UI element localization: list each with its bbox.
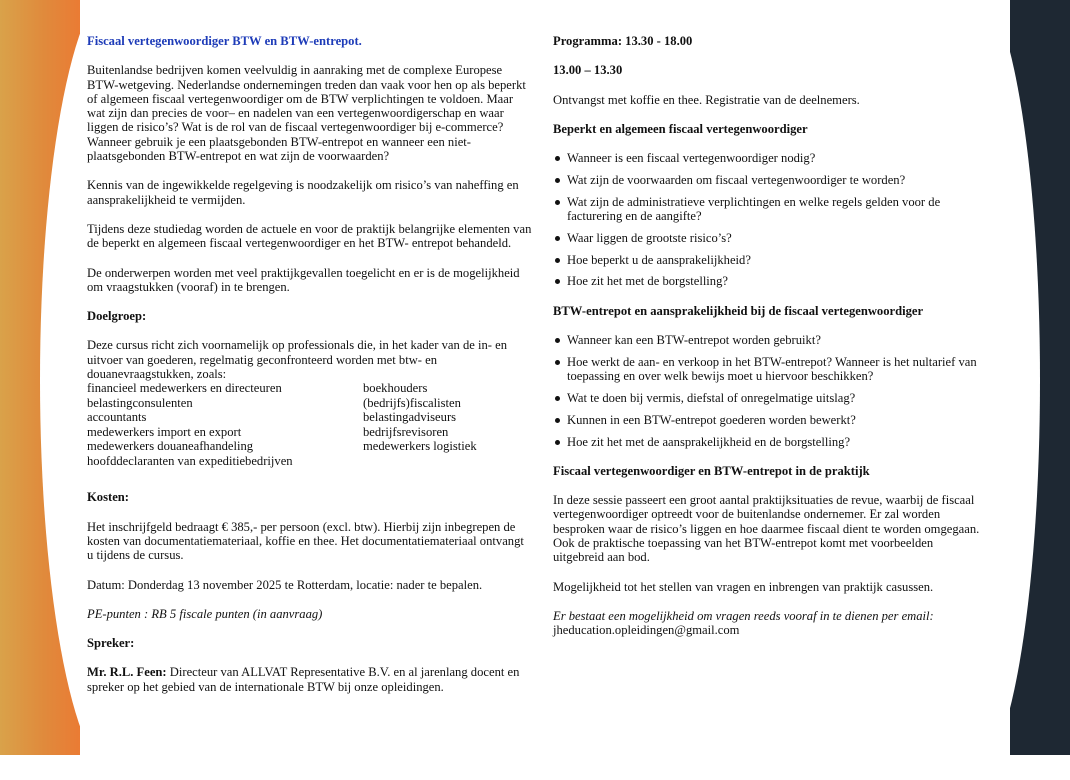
spreker-paragraph [87,665,532,694]
kennis-paragraph: Kennis van de ingewikkelde regelgeving is noodzakelijk om risico’s van naheffing en aansprakelijkheid te vermijden. [87,178,519,207]
list-item: Wat zijn de administratieve verplichtingen en welke regels gelden voor de facturering en de aangifte? [567,195,983,224]
list-item: Wat te doen bij vermis, diefstal of onregelmatige uitslag? [567,391,983,405]
doelgroep-item: hoofddeclaranten van expeditiebedrijven [87,453,293,468]
list-item: Kunnen in een BTW-entrepot goederen worden bewerkt? [567,413,983,427]
onderwerpen-paragraph: De onderwerpen worden met veel praktijkgevallen toegelicht en er is de mogelijkheid om vraagstukken (vooraf) in te brengen. [87,265,520,294]
doelgroep-item: belastingadviseurs [363,410,457,425]
section1-heading: Beperkt en algemeen fiscaal vertegenwoordiger [553,121,808,136]
pe-punten: PE-punten : RB 5 fiscale punten (in aanvraag) [87,606,323,621]
list-item: Hoe werkt de aan- en verkoop in het BTW-entrepot? Wanneer is het nultarief van toepassing en over welk bewijs moet u hiervoor beschikken? [567,355,983,384]
list-item: Hoe zit het met de borgstelling? [567,274,983,288]
section1-list [553,151,983,289]
spreker-text: Directeur van ALLVAT Representative B.V. en al jarenlang docent en spreker op het gebied van de internationale BTW bij onze opleidingen. [87,665,520,694]
list-item: Hoe beperkt u de aansprakelijkheid? [567,253,983,267]
section2-list [553,333,983,449]
doelgroep-item: medewerkers import en export [87,424,242,439]
section2-heading: BTW-entrepot en aansprakelijkheid bij de fiscaal vertegenwoordiger [553,303,924,318]
left-column [87,34,532,709]
time-slot: 13.00 – 13.30 [553,63,623,78]
doelgroep-item: medewerkers logistiek [363,439,477,454]
programma-heading: Programma: 13.30 - 18.00 [553,34,693,48]
list-item: Wanneer is een fiscaal vertegenwoordiger nodig? [567,151,983,165]
right-column [553,34,983,653]
spreker-heading: Spreker: [87,636,135,651]
ontvangst-paragraph: Ontvangst met koffie en thee. Registratie van de deelnemers. [553,92,860,107]
doelgroep-item: (bedrijfs)fiscalisten [363,395,461,410]
doelgroep-list [87,381,532,468]
datum-paragraph: Datum: Donderdag 13 november 2025 te Rotterdam, locatie: nader te bepalen. [87,577,483,592]
kosten-heading: Kosten: [87,490,129,505]
studiedag-paragraph: Tijdens deze studiedag worden de actuele en voor de praktijk belangrijke elementen van de beperkt en algemeen fiscaal vertegenwoordiger en het BTW- entrepot behandeld. [87,221,532,251]
intro-paragraph: Buitenlandse bedrijven komen veelvuldig in aanraking met de complexe Europese BTW-wetgeving. Nederlandse ondernemingen treden dan vaak voor hen op als beperkt of algemeen fiscaal vertegenwoordiger om de BTW verplichtingen te voldoen. Maar wat zijn dan precies de voor– en nadelen van een vertegenwoordigerschap en waar liggen de risico’s? Wat is de rol van de fiscaal vertegenwoordiger bij e-commerce? Wanneer gebruik je een plaatsgebonden BTW-entrepot en wanneer een niet-plaatsgebonden BTW-entrepot en wat zijn de voorwaarden? [87,63,526,164]
doelgroep-text: Deze cursus richt zich voornamelijk op professionals die, in het kader van de in- en uitvoer van goederen, regelmatig geconfronteerd worden met btw- en douanevraagstukken, zoals: [87,338,508,382]
email-address[interactable]: jheducation.opleidingen@gmail.com [553,623,740,638]
document-title: Fiscaal vertegenwoordiger BTW en BTW-entrepot. [87,34,362,48]
kosten-paragraph: Het inschrijfgeld bedraagt € 385,- per persoon (excl. btw). Hierbij zijn inbegrepen de kosten van documentatiemateriaal, koffie en thee. Het documentatiemateriaal ontvangt u tijdens de cursus. [87,519,524,563]
mogelijkheid-paragraph: Mogelijkheid tot het stellen van vragen en inbrengen van praktijk casussen. [553,579,934,594]
doelgroep-item: financieel medewerkers en directeuren [87,381,282,396]
list-item: Wat zijn de voorwaarden om fiscaal vertegenwoordiger te worden? [567,173,983,187]
list-item: Wanneer kan een BTW-entrepot worden gebruikt? [567,333,983,347]
spreker-name: Mr. R.L. Feen: [87,665,167,680]
email-paragraph [553,609,983,638]
section3-heading: Fiscaal vertegenwoordiger en BTW-entrepot in de praktijk [553,463,870,478]
email-intro: Er bestaat een mogelijkheid om vragen reeds vooraf in te dienen per email: [553,608,934,623]
doelgroep-heading: Doelgroep: [87,309,147,324]
doelgroep-item: bedrijfsrevisoren [363,424,449,439]
list-item: Hoe zit het met de aansprakelijkheid en de borgstelling? [567,435,983,449]
doelgroep-item: belastingconsulenten [87,395,193,410]
doelgroep-item: accountants [87,410,147,425]
section3-paragraph: In deze sessie passeert een groot aantal praktijksituaties de revue, waarbij de fiscaal vertegenwoordiger optreedt voor de buitenlandse ondernemer. Er zal worden besproken waar de risico’s liggen en hoe daarmee fiscaal dient te worden omgegaan. Ook de praktische toepassing van het BTW-entrepot komt met voorbeelden uitgebreid aan bod. [553,493,980,565]
doelgroep-item: medewerkers douaneafhandeling [87,439,254,454]
doelgroep-item: boekhouders [363,381,428,396]
list-item: Waar liggen de grootste risico’s? [567,231,983,245]
